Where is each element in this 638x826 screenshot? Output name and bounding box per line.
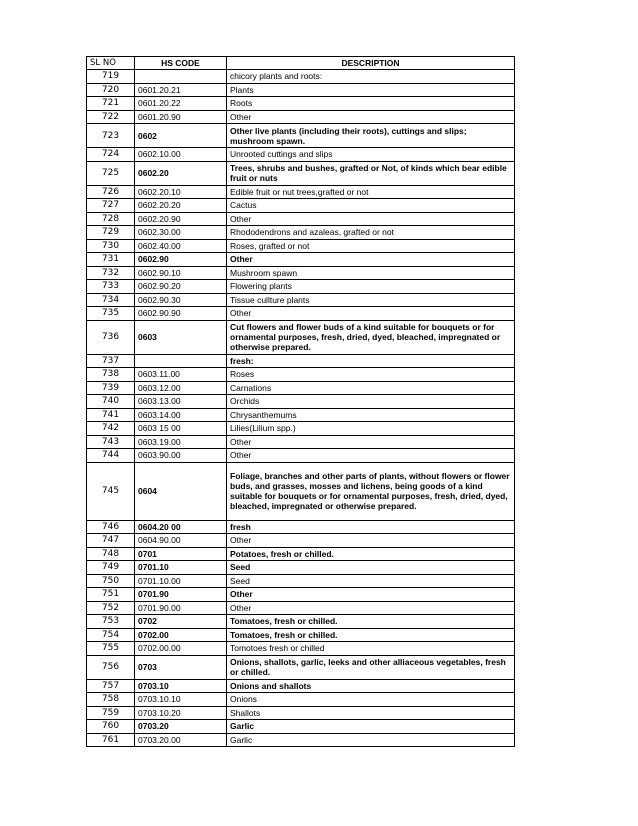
hs-code-cell: 0703.10 bbox=[135, 679, 227, 693]
description-cell: Other bbox=[227, 435, 515, 449]
hs-code-cell: 0602.20.90 bbox=[135, 212, 227, 226]
sl-no-cell: 745 bbox=[87, 462, 135, 520]
sl-no-cell: 720 bbox=[87, 83, 135, 97]
sl-no-cell: 761 bbox=[87, 733, 135, 747]
sl-no-cell: 751 bbox=[87, 588, 135, 602]
description-cell: Seed bbox=[227, 561, 515, 575]
sl-no-cell: 737 bbox=[87, 354, 135, 368]
description-cell: Cactus bbox=[227, 199, 515, 213]
table-row bbox=[87, 462, 515, 520]
table-row bbox=[87, 422, 515, 436]
description-cell: Orchids bbox=[227, 395, 515, 409]
table-row bbox=[87, 253, 515, 267]
table-row bbox=[87, 212, 515, 226]
table-row bbox=[87, 148, 515, 162]
sl-no-cell: 723 bbox=[87, 124, 135, 148]
table-row bbox=[87, 615, 515, 629]
table-row bbox=[87, 408, 515, 422]
hs-code-cell: 0703.20 bbox=[135, 720, 227, 734]
hs-code-cell: 0603 15 00 bbox=[135, 422, 227, 436]
description-cell: Tomatoes, fresh or chilled. bbox=[227, 615, 515, 629]
sl-no-cell: 740 bbox=[87, 395, 135, 409]
table-row bbox=[87, 720, 515, 734]
description-cell: Roots bbox=[227, 97, 515, 111]
sl-no-cell: 750 bbox=[87, 574, 135, 588]
hs-code-cell: 0603.14.00 bbox=[135, 408, 227, 422]
table-row bbox=[87, 561, 515, 575]
description-cell: Other bbox=[227, 110, 515, 124]
description-cell: Flowering plants bbox=[227, 280, 515, 294]
hs-code-cell: 0702.00 bbox=[135, 628, 227, 642]
table-row bbox=[87, 124, 515, 148]
description-cell: Trees, shrubs and bushes, grafted or Not, of kinds which bear edible fruit or nuts bbox=[227, 161, 515, 185]
table-row bbox=[87, 307, 515, 321]
sl-no-cell: 733 bbox=[87, 280, 135, 294]
table-row bbox=[87, 185, 515, 199]
sl-no-cell: 760 bbox=[87, 720, 135, 734]
description-cell: fresh: bbox=[227, 354, 515, 368]
sl-no-cell: 732 bbox=[87, 266, 135, 280]
description-cell: Tissue cullture plants bbox=[227, 293, 515, 307]
hs-code-header: HS CODE bbox=[135, 57, 227, 70]
hs-code-cell: 0603.12.00 bbox=[135, 381, 227, 395]
description-cell: Plants bbox=[227, 83, 515, 97]
table-row bbox=[87, 534, 515, 548]
hs-code-cell: 0603.13.00 bbox=[135, 395, 227, 409]
description-cell: Foliage, branches and other parts of plants, without flowers or flower buds, and grasses, mosses and lichens, being goods of a kind suitable for bouquets or for ornamental purposes, fresh, dried, dyed, bleached, impregnated or otherwise prepared. bbox=[227, 462, 515, 520]
hs-code-cell: 0703.10.10 bbox=[135, 693, 227, 707]
table-row bbox=[87, 395, 515, 409]
table-row bbox=[87, 239, 515, 253]
hs-code-cell: 0601.20.22 bbox=[135, 97, 227, 111]
sl-no-cell: 739 bbox=[87, 381, 135, 395]
table-row bbox=[87, 628, 515, 642]
table-row bbox=[87, 97, 515, 111]
description-cell: Seed bbox=[227, 574, 515, 588]
hs-code-cell: 0703 bbox=[135, 655, 227, 679]
sl-no-cell: 722 bbox=[87, 110, 135, 124]
sl-no-cell: 747 bbox=[87, 534, 135, 548]
hs-code-cell: 0601.20.90 bbox=[135, 110, 227, 124]
sl-no-cell: 731 bbox=[87, 253, 135, 267]
sl-no-cell: 756 bbox=[87, 655, 135, 679]
hs-code-cell: 0602.90.90 bbox=[135, 307, 227, 321]
table-row bbox=[87, 161, 515, 185]
table-row bbox=[87, 706, 515, 720]
hs-code-cell: 0604.90.00 bbox=[135, 534, 227, 548]
table-row bbox=[87, 435, 515, 449]
sl-no-cell: 721 bbox=[87, 97, 135, 111]
description-cell: Roses bbox=[227, 368, 515, 382]
hs-code-cell: 0602.20.20 bbox=[135, 199, 227, 213]
description-cell: Shallots bbox=[227, 706, 515, 720]
hs-code-cell: 0603.11.00 bbox=[135, 368, 227, 382]
hs-code-cell: 0603 bbox=[135, 320, 227, 354]
table-row bbox=[87, 110, 515, 124]
table-row bbox=[87, 280, 515, 294]
table-row bbox=[87, 642, 515, 656]
sl-no-cell: 729 bbox=[87, 226, 135, 240]
sl-no-cell: 734 bbox=[87, 293, 135, 307]
hs-code-cell bbox=[135, 70, 227, 84]
table-row bbox=[87, 354, 515, 368]
table-row bbox=[87, 520, 515, 534]
description-cell: Other live plants (including their roots), cuttings and slips; mushroom spawn. bbox=[227, 124, 515, 148]
sl-no-cell: 746 bbox=[87, 520, 135, 534]
description-cell: Chrysanthemums bbox=[227, 408, 515, 422]
description-cell: Roses, grafted or not bbox=[227, 239, 515, 253]
description-cell: Mushroom spawn bbox=[227, 266, 515, 280]
sl-no-cell: 758 bbox=[87, 693, 135, 707]
table-row bbox=[87, 547, 515, 561]
table-row bbox=[87, 601, 515, 615]
sl-no-header: SL NO bbox=[87, 57, 135, 70]
sl-no-cell: 743 bbox=[87, 435, 135, 449]
sl-no-cell: 724 bbox=[87, 148, 135, 162]
sl-no-cell: 728 bbox=[87, 212, 135, 226]
description-cell: Potatoes, fresh or chilled. bbox=[227, 547, 515, 561]
table-header-row bbox=[87, 57, 515, 70]
hs-code-cell: 0701.10.00 bbox=[135, 574, 227, 588]
sl-no-cell: 726 bbox=[87, 185, 135, 199]
description-cell: Rhododendrons and azaleas, grafted or not bbox=[227, 226, 515, 240]
hs-code-cell: 0603.19.00 bbox=[135, 435, 227, 449]
description-cell: fresh bbox=[227, 520, 515, 534]
description-cell: Other bbox=[227, 307, 515, 321]
sl-no-cell: 754 bbox=[87, 628, 135, 642]
hs-code-cell: 0602.90.10 bbox=[135, 266, 227, 280]
description-header: DESCRIPTION bbox=[227, 57, 515, 70]
hs-code-cell: 0602.90.30 bbox=[135, 293, 227, 307]
description-cell: Garlic bbox=[227, 720, 515, 734]
hs-code-cell: 0602.30.00 bbox=[135, 226, 227, 240]
hs-code-cell: 0701.90.00 bbox=[135, 601, 227, 615]
table-row bbox=[87, 83, 515, 97]
table-row bbox=[87, 733, 515, 747]
hs-code-cell: 0602.90.20 bbox=[135, 280, 227, 294]
sl-no-cell: 749 bbox=[87, 561, 135, 575]
sl-no-cell: 719 bbox=[87, 70, 135, 84]
description-cell: Tomotoes fresh or chilled bbox=[227, 642, 515, 656]
description-cell: Edible fruit or nut trees,grafted or not bbox=[227, 185, 515, 199]
hs-code-cell: 0602.10.00 bbox=[135, 148, 227, 162]
hs-code-cell: 0701.90 bbox=[135, 588, 227, 602]
hs-code-cell: 0602.90 bbox=[135, 253, 227, 267]
table-row bbox=[87, 199, 515, 213]
sl-no-cell: 741 bbox=[87, 408, 135, 422]
sl-no-cell: 753 bbox=[87, 615, 135, 629]
hs-code-cell: 0603.90.00 bbox=[135, 449, 227, 463]
description-cell: Onions, shallots, garlic, leeks and other alliaceous vegetables, fresh or chilled. bbox=[227, 655, 515, 679]
table-row bbox=[87, 368, 515, 382]
hs-code-cell: 0602.40.00 bbox=[135, 239, 227, 253]
hs-code-cell: 0604 bbox=[135, 462, 227, 520]
hs-code-cell: 0701 bbox=[135, 547, 227, 561]
description-cell: Other bbox=[227, 253, 515, 267]
description-cell: Onions bbox=[227, 693, 515, 707]
table-row bbox=[87, 693, 515, 707]
hs-code-cell: 0602 bbox=[135, 124, 227, 148]
sl-no-cell: 755 bbox=[87, 642, 135, 656]
table-row bbox=[87, 655, 515, 679]
sl-no-cell: 748 bbox=[87, 547, 135, 561]
hs-code-cell: 0602.20 bbox=[135, 161, 227, 185]
table-body bbox=[87, 70, 515, 747]
hs-code-cell: 0604.20 00 bbox=[135, 520, 227, 534]
table-row bbox=[87, 320, 515, 354]
description-cell: Tomatoes, fresh or chilled. bbox=[227, 628, 515, 642]
table-row bbox=[87, 226, 515, 240]
description-cell: Other bbox=[227, 588, 515, 602]
hs-code-cell: 0701.10 bbox=[135, 561, 227, 575]
sl-no-cell: 727 bbox=[87, 199, 135, 213]
hs-code-cell: 0703.20.00 bbox=[135, 733, 227, 747]
hs-code-cell: 0601.20.21 bbox=[135, 83, 227, 97]
table-row bbox=[87, 574, 515, 588]
sl-no-cell: 736 bbox=[87, 320, 135, 354]
description-cell: Garlic bbox=[227, 733, 515, 747]
sl-no-cell: 735 bbox=[87, 307, 135, 321]
description-cell: Other bbox=[227, 449, 515, 463]
table-row bbox=[87, 588, 515, 602]
hs-code-cell: 0703.10.20 bbox=[135, 706, 227, 720]
hs-code-cell bbox=[135, 354, 227, 368]
table-row bbox=[87, 679, 515, 693]
hs-code-cell: 0602.20.10 bbox=[135, 185, 227, 199]
sl-no-cell: 725 bbox=[87, 161, 135, 185]
description-cell: Onions and shallots bbox=[227, 679, 515, 693]
sl-no-cell: 738 bbox=[87, 368, 135, 382]
description-cell: Lilies(Lilium spp.) bbox=[227, 422, 515, 436]
description-cell: Unrooted cuttings and slips bbox=[227, 148, 515, 162]
description-cell: Cut flowers and flower buds of a kind suitable for bouquets or for ornamental purposes, fresh, dried, dyed, bleached, impregnated or otherwise prepared. bbox=[227, 320, 515, 354]
description-cell: Other bbox=[227, 601, 515, 615]
sl-no-cell: 752 bbox=[87, 601, 135, 615]
description-cell: Carnations bbox=[227, 381, 515, 395]
sl-no-cell: 759 bbox=[87, 706, 135, 720]
description-cell: chicory plants and roots: bbox=[227, 70, 515, 84]
table-row bbox=[87, 293, 515, 307]
hs-code-table bbox=[86, 56, 515, 747]
description-cell: Other bbox=[227, 534, 515, 548]
table-row bbox=[87, 381, 515, 395]
hs-code-cell: 0702.00.00 bbox=[135, 642, 227, 656]
sl-no-cell: 730 bbox=[87, 239, 135, 253]
table-row bbox=[87, 449, 515, 463]
sl-no-cell: 742 bbox=[87, 422, 135, 436]
sl-no-cell: 744 bbox=[87, 449, 135, 463]
sl-no-cell: 757 bbox=[87, 679, 135, 693]
table-row bbox=[87, 70, 515, 84]
description-cell: Other bbox=[227, 212, 515, 226]
hs-code-cell: 0702 bbox=[135, 615, 227, 629]
table-row bbox=[87, 266, 515, 280]
